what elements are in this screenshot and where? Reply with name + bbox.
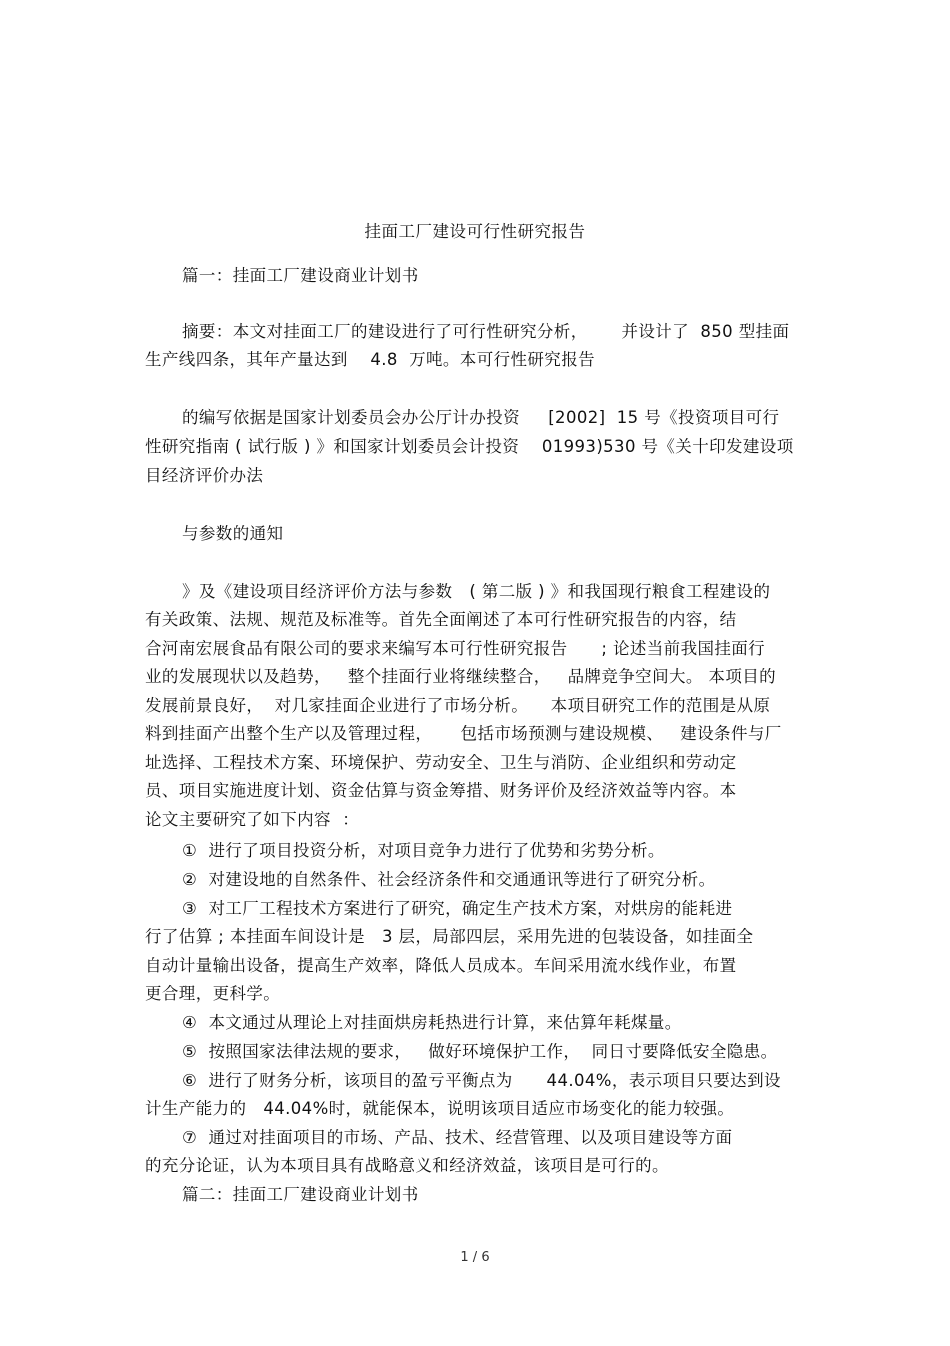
- paragraph-line: 业的发展现状以及趋势， 整个挂面行业将继续整合， 品牌竞争空间大。 本项目的: [145, 667, 777, 686]
- paragraph-line: 行了估算 ; 本挂面车间设计是 3 层，局部四层，采用先进的包装设备，如挂面全: [145, 927, 754, 946]
- paragraph-line: 》及《建设项目经济评价方法与参数 ( 第二版 ) 》和我国现行粮食工程建设的: [182, 582, 771, 601]
- list-item: ⑤ 按照国家法律法规的要求， 做好环境保护工作， 同日寸要降低安全隐患。: [182, 1042, 778, 1061]
- paragraph-line: 员、项目实施进度计划、资金估算与资金筹措、财务评价及经济效益等内容。本: [145, 781, 737, 800]
- paragraph-line: 合河南宏展食品有限公司的要求来编写本可行性研究报告 ; 论述当前我国挂面行: [145, 639, 766, 658]
- document-title: 挂面工厂建设可行性研究报告: [364, 222, 586, 241]
- paragraph-line: 计生产能力的 44.04%时，就能保本，说明该项目适应市场变化的能力较强。: [145, 1099, 735, 1118]
- paragraph-line: 有关政策、法规、规范及标准等。首先全面阐述了本可行性研究报告的内容，结: [145, 610, 737, 629]
- paragraph-line: 址选择、工程技术方案、环境保护、劳动安全、卫生与消防、企业组织和劳动定: [145, 753, 737, 772]
- paragraph-line: 与参数的通知: [182, 524, 284, 543]
- list-item: ② 对建设地的自然条件、社会经济条件和交通通讯等进行了研究分析。: [182, 870, 716, 889]
- paragraph-line: 论文主要研究了如下内容 ：: [145, 810, 360, 829]
- paragraph-line: 自动计量输出设备，提高生产效率，降低人员成本。车间采用流水线作业，布置: [145, 956, 737, 975]
- paragraph-line: 的编写依据是国家计划委员会办公厅计办投资 [2002] 15 号《投资项目可行: [182, 408, 780, 427]
- paragraph-line: 摘要：本文对挂面工厂的建设进行了可行性研究分析， 并设计了 850 型挂面: [182, 322, 790, 341]
- paragraph-line: 的充分论证，认为本项目具有战略意义和经济效益，该项目是可行的。: [145, 1156, 669, 1175]
- paragraph-line: 更合理，更科学。: [145, 984, 281, 1003]
- section-heading-2: 篇二：挂面工厂建设商业计划书: [182, 1185, 419, 1204]
- paragraph-line: 生产线四条，其年产量达到 4.8 万吨。本可行性研究报告: [145, 350, 596, 369]
- list-item: ① 进行了项目投资分析，对项目竞争力进行了优势和劣势分析。: [182, 841, 665, 860]
- paragraph-line: 发展前景良好， 对几家挂面企业进行了市场分析。 本项目研究工作的范围是从原: [145, 696, 771, 715]
- paragraph-line: 性研究指南 ( 试行版 ) 》和国家计划委员会计投资 01993)530 号《关十印发建设项: [145, 437, 794, 456]
- list-item: ③ 对工厂工程技术方案进行了研究，确定生产技术方案，对烘房的能耗进: [182, 899, 733, 918]
- page-number: 1 / 6: [460, 1250, 490, 1265]
- paragraph-line: 料到挂面产出整个生产以及管理过程， 包括市场预测与建设规模、 建设条件与厂: [145, 724, 782, 743]
- list-item: ④ 本文通过从理论上对挂面烘房耗热进行计算，来估算年耗煤量。: [182, 1013, 682, 1032]
- list-item: ⑦ 通过对挂面项目的市场、产品、技术、经营管理、以及项目建设等方面: [182, 1128, 733, 1147]
- paragraph-line: 目经济评价办法: [145, 466, 264, 485]
- list-item: ⑥ 进行了财务分析，该项目的盈亏平衡点为 44.04%，表示项目只要达到设: [182, 1071, 781, 1090]
- section-heading-1: 篇一：挂面工厂建设商业计划书: [182, 266, 419, 285]
